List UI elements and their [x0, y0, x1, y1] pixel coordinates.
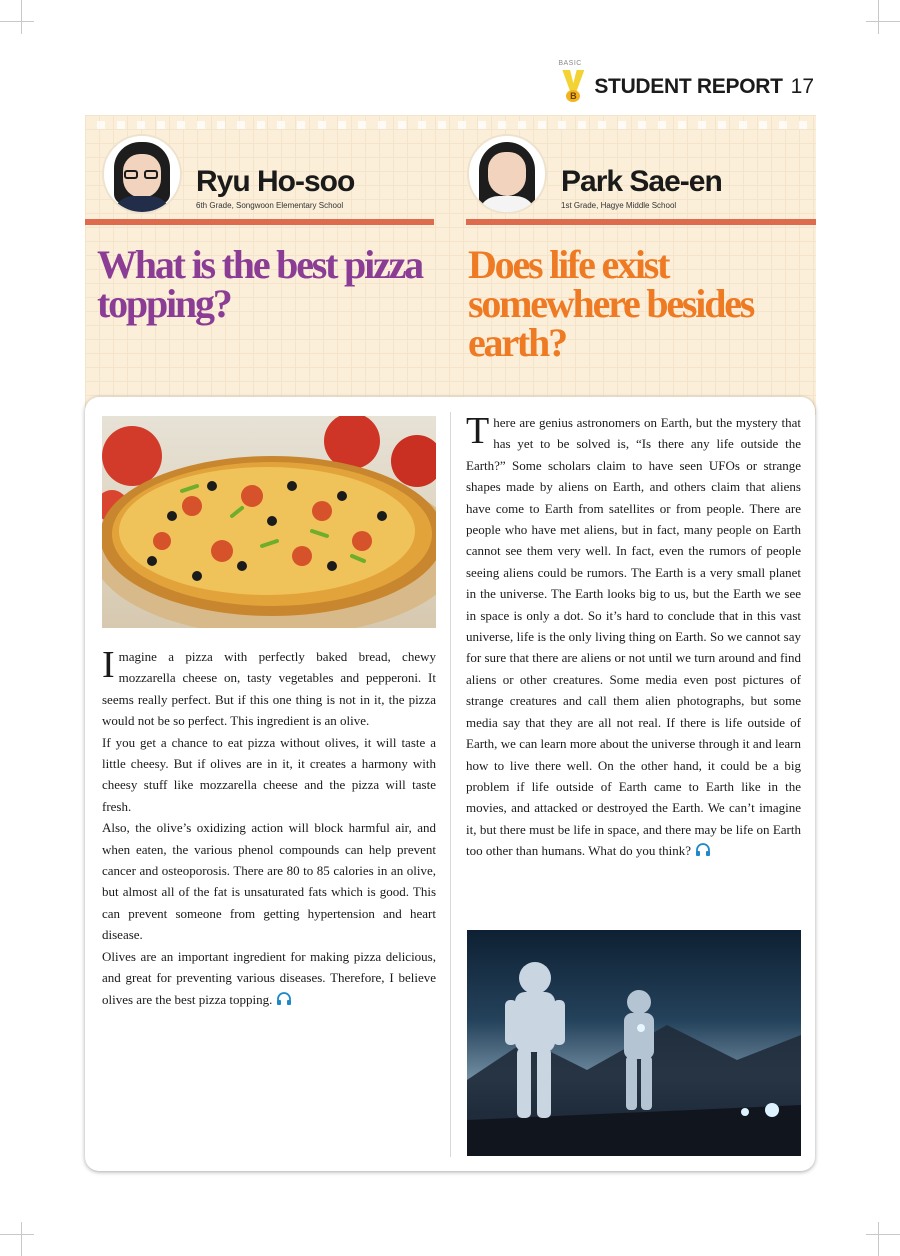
badge-label: BASIC [558, 60, 582, 67]
crop-mark [0, 21, 34, 22]
article-headline: What is the best pizza topping? [97, 242, 422, 326]
column-divider [450, 412, 451, 1157]
paragraph: Also, the olive’s oxidizing action will block harmful air, and when eaten, the various phenol compounds can help prevent cancer and osteoporosis. There are 80 to 85 calories in an olive, but almost all of the fat is unsaturated fats which is good. This can prevent someone from getting hypertension and heart disease. [102, 820, 436, 943]
author-rule [466, 219, 816, 225]
article-body-right [466, 412, 801, 862]
page-header [558, 60, 814, 102]
paragraph: If you get a chance to eat pizza without olives, it will taste a little cheesy. But if olives are in it, it creates a harmony with cheesy stuff like mozzarella cheese and the pizza will taste fresh. [102, 734, 436, 814]
crop-mark [21, 1222, 22, 1256]
section-title: STUDENT REPORT [594, 75, 783, 98]
author-left [102, 134, 354, 214]
headphones-icon [276, 992, 292, 1006]
drop-cap: I [102, 644, 115, 686]
author-name: Ryu Ho-soo [196, 165, 355, 198]
author-school: 6th Grade, Songwoon Elementary School [196, 201, 344, 210]
drop-cap: T [466, 410, 490, 452]
crop-mark [0, 1234, 34, 1235]
crop-mark [866, 1234, 900, 1235]
crop-mark [866, 21, 900, 22]
paragraph: here are genius astronomers on Earth, but the mystery that has yet to be solved is, “Is there any life outside the Earth?” Some scholars claim to have seen UFOs or strange shapes made by aliens on Earth, and others claim that aliens have come to Earth from satellites or from people. There are people who have met aliens, but in fact, many people on Earth cannot see them very well. In fact, even the rumors of people seeing aliens could be rumors. The Earth is a very small planet in the universe. The Earth looks big to us, but the Earth we see in space is only a dot. So it’s hard to conclude that in this vast universe, life is the only living thing on Earth. So we cannot say for sure that there are aliens or not until we turn around and find aliens or other creatures. Some media even post pictures of strange creatures and call them alien photographs, but some media say that they are all not real. If there is life outside of Earth, we can learn more about the universe through it and learn how to live there well. On the other hand, it could be a big problem if life outside of Earth came to Earth like in the movies, and attacked or destroyed the Earth. We can’t imagine it, but there must be life in space, and there may be life on Earth too other than humans. What do you think? [466, 415, 801, 859]
author-rule [85, 219, 434, 225]
crop-mark [878, 0, 879, 34]
headphones-icon [695, 843, 711, 857]
author-photo [102, 134, 182, 214]
author-photo [467, 134, 547, 214]
badge-letter: B [566, 90, 580, 102]
page-number: 17 [790, 75, 814, 98]
basic-b-badge-icon [558, 60, 586, 102]
crop-mark [878, 1222, 879, 1256]
paragraph: magine a pizza with perfectly baked bread, chewy mozzarella cheese on, tasty vegetables and pepperoni. It seems really perfect. But if this one thing is not in it, the pizza would not be so perfect. This ingredient is an olive. [102, 649, 436, 729]
article-body-left [102, 646, 436, 1010]
article-headline: Does life exist somewhere besides earth? [468, 242, 754, 365]
astronauts-photo [467, 930, 801, 1156]
author-right [467, 134, 722, 214]
author-school: 1st Grade, Hagye Middle School [561, 201, 677, 210]
binder-holes [97, 121, 807, 131]
paragraph: Olives are an important ingredient for making pizza delicious, and great for preventing various diseases. Therefore, I believe olives are the best pizza topping. [102, 948, 436, 1007]
author-name: Park Sae-en [561, 165, 722, 198]
crop-mark [21, 0, 22, 34]
pizza-photo [102, 416, 436, 628]
